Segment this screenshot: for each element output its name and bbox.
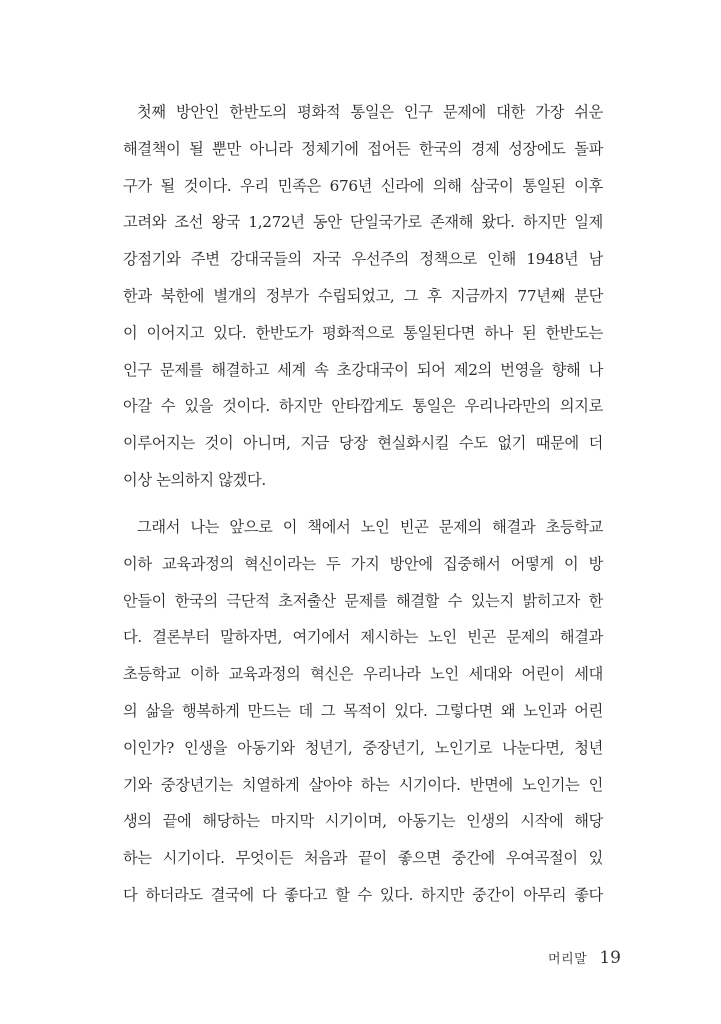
paragraph-line: 인구 문제를 해결하고 세계 속 초강대국이 되어 제2의 번영을 향해 나 [123, 360, 603, 379]
paragraph-line: 하는 시기이다. 무엇이든 처음과 끝이 좋으면 중간에 우여곡절이 있 [123, 849, 603, 868]
paragraph-line: 초등학교 이하 교육과정의 혁신은 우리나라 노인 세대와 어린이 세대 [123, 665, 603, 684]
paragraph-line: 아갈 수 있을 것이다. 하지만 안타깝게도 통일은 우리나라만의 의지로 [123, 397, 603, 416]
paragraph-2 [123, 509, 603, 914]
paragraph-line: 해결책이 될 뿐만 아니라 정체기에 접어든 한국의 경제 성장에도 돌파 [123, 139, 603, 158]
paragraph-line: 이루어지는 것이 아니며, 지금 당장 현실화시킬 수도 없기 때문에 더 [123, 434, 603, 453]
paragraph-line: 첫째 방안인 한반도의 평화적 통일은 인구 문제에 대한 가장 쉬운 [137, 103, 603, 121]
paragraph-line: 다. 결론부터 말하자면, 여기에서 제시하는 노인 빈곤 문제의 해결과 [123, 628, 603, 647]
paragraph-line: 의 삶을 행복하게 만드는 데 그 목적이 있다. 그렇다면 왜 노인과 어린 [123, 701, 603, 720]
paragraph-1 [123, 94, 603, 499]
paragraph-line: 이 이어지고 있다. 한반도가 평화적으로 통일된다면 하나 된 한반도는 [123, 323, 603, 342]
paragraph-line: 다 하더라도 결국에 다 좋다고 할 수 있다. 하지만 중간이 아무리 좋다 [123, 885, 603, 904]
paragraph-line: 생의 끝에 해당하는 마지막 시기이며, 아동기는 인생의 시작에 해당 [123, 812, 603, 831]
paragraph-line: 한과 북한에 별개의 정부가 수립되었고, 그 후 지금까지 77년째 분단 [123, 286, 603, 305]
paragraph-line: 강점기와 주변 강대국들의 자국 우선주의 정책으로 인해 1948년 남 [123, 250, 603, 269]
paragraph-line: 이하 교육과정의 혁신이라는 두 가지 방안에 집중해서 어떻게 이 방 [123, 554, 603, 573]
paragraph-line: 구가 될 것이다. 우리 민족은 676년 신라에 의해 삼국이 통일된 이후 [123, 176, 603, 195]
paragraph-line: 기와 중장년기는 치열하게 살아야 하는 시기이다. 반면에 노인기는 인 [123, 775, 603, 794]
page-footer [548, 948, 621, 968]
paragraph-line: 고려와 조선 왕국 1,272년 동안 단일국가로 존재해 왔다. 하지만 일제 [123, 213, 603, 232]
paragraph-line: 이상 논의하지 않겠다. [123, 470, 266, 489]
paragraph-line: 이인가? 인생을 아동기와 청년기, 중장년기, 노인기로 나눈다면, 청년 [123, 738, 603, 757]
paragraph-line: 그래서 나는 앞으로 이 책에서 노인 빈곤 문제의 해결과 초등학교 [137, 518, 603, 536]
paragraph-line: 안들이 한국의 극단적 초저출산 문제를 해결할 수 있는지 밝히고자 한 [123, 591, 603, 610]
page-number: 19 [599, 948, 621, 968]
running-section-title: 머리말 [548, 952, 588, 967]
